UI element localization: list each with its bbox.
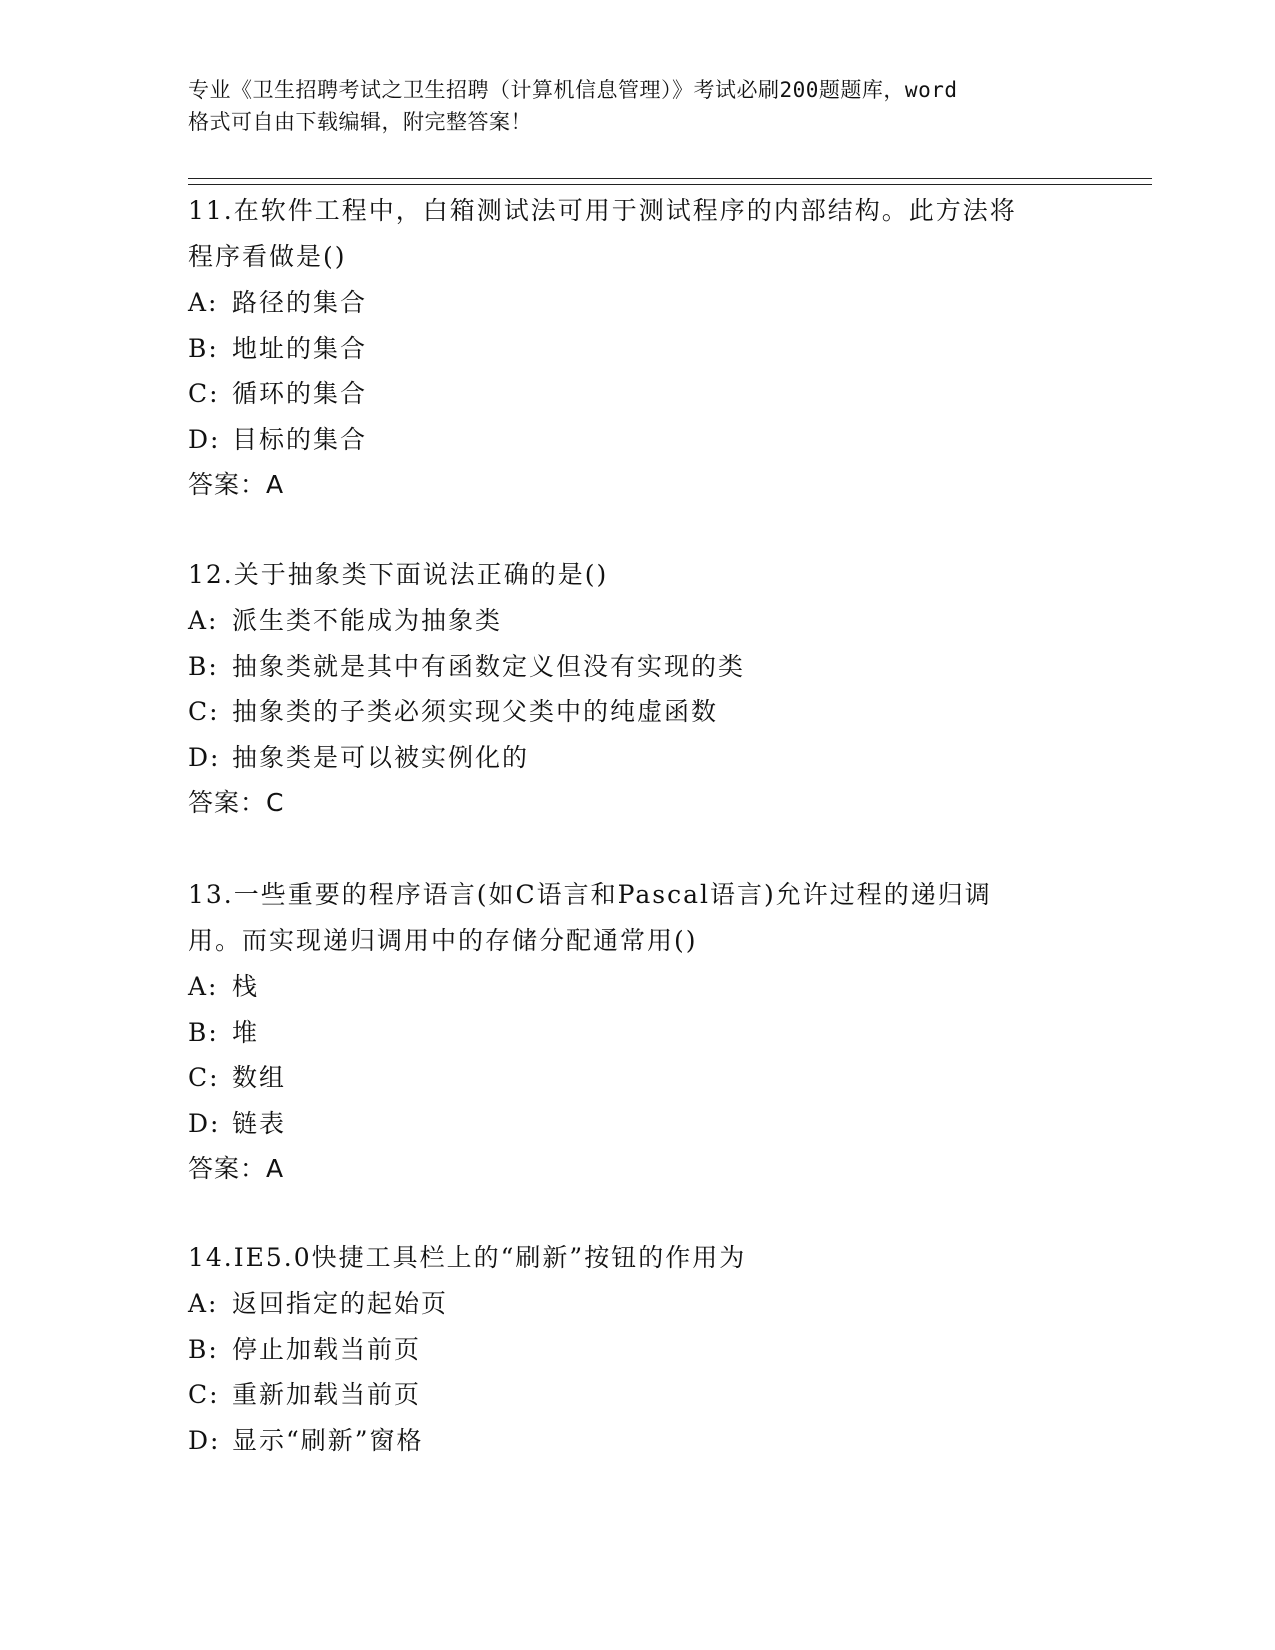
option-letter: B: — [188, 651, 219, 681]
option-text: 目标的集合 — [232, 424, 368, 454]
option-letter: A: — [188, 288, 219, 317]
option-text: 派生类不能成为抽象类 — [232, 606, 503, 635]
option-text: 返回指定的起始页 — [232, 1289, 449, 1318]
option-d — [188, 1101, 1088, 1147]
option-d — [188, 735, 1088, 781]
question-13 — [188, 872, 1088, 1192]
option-text: 链表 — [232, 1108, 287, 1138]
question-stem-line: 11.在软件工程中，白箱测试法可用于测试程序的内部结构。此方法将 — [188, 196, 1017, 225]
option-letter: A: — [188, 972, 219, 1001]
document-header — [188, 74, 1088, 138]
option-b — [188, 644, 1088, 690]
option-text: 抽象类就是其中有函数定义但没有实现的类 — [232, 651, 746, 681]
answer-line: 答案：A — [188, 1154, 285, 1183]
question-stem-line: 程序看做是() — [188, 242, 347, 271]
option-a — [188, 964, 1088, 1010]
header-title-line-1: 专业《卫生招聘考试之卫生招聘（计算机信息管理）》考试必刷200题题库，word — [188, 78, 958, 102]
question-stem-line: 14.IE5.0快捷工具栏上的“刷新”按钮的作用为 — [188, 1243, 747, 1272]
header-divider-bottom — [188, 184, 1152, 185]
option-b — [188, 1010, 1088, 1056]
question-stem-line: 12.关于抽象类下面说法正确的是() — [188, 560, 609, 589]
option-letter: C: — [188, 379, 220, 408]
option-a — [188, 598, 1088, 644]
option-letter: B: — [188, 333, 219, 363]
option-b — [188, 1327, 1088, 1373]
answer-line: 答案：C — [188, 788, 285, 817]
option-text: 堆 — [232, 1017, 260, 1047]
option-c — [188, 371, 1088, 417]
header-divider-top — [188, 178, 1152, 179]
option-letter: B: — [188, 1017, 219, 1047]
option-c — [188, 689, 1088, 735]
option-letter: D: — [188, 1108, 221, 1138]
option-letter: D: — [188, 1425, 221, 1455]
option-text: 抽象类是可以被实例化的 — [232, 742, 530, 772]
option-d — [188, 417, 1088, 463]
option-text: 循环的集合 — [232, 379, 368, 408]
option-text: 重新加载当前页 — [232, 1380, 422, 1409]
option-letter: A: — [188, 606, 219, 635]
option-letter: C: — [188, 1063, 220, 1092]
option-letter: B: — [188, 1334, 219, 1364]
question-stem-line: 13.一些重要的程序语言(如C语言和Pascal语言)允许过程的递归调 — [188, 880, 992, 909]
option-text: 抽象类的子类必须实现父类中的纯虚函数 — [232, 697, 719, 726]
option-b — [188, 326, 1088, 372]
option-d — [188, 1418, 1088, 1464]
option-text: 停止加载当前页 — [232, 1334, 422, 1364]
option-text: 路径的集合 — [232, 288, 368, 317]
option-letter: D: — [188, 742, 221, 772]
option-text: 数组 — [232, 1063, 287, 1092]
answer-line: 答案：A — [188, 470, 285, 499]
option-a — [188, 280, 1088, 326]
option-letter: C: — [188, 1380, 220, 1409]
option-c — [188, 1372, 1088, 1418]
option-a — [188, 1281, 1088, 1327]
option-text: 栈 — [232, 972, 260, 1001]
question-stem-line: 用。而实现递归调用中的存储分配通常用() — [188, 926, 698, 955]
option-text: 地址的集合 — [232, 333, 368, 363]
option-c — [188, 1055, 1088, 1101]
option-letter: D: — [188, 424, 221, 454]
header-title-line-2: 格式可自由下载编辑，附完整答案！ — [188, 110, 532, 134]
option-letter: A: — [188, 1289, 219, 1318]
option-letter: C: — [188, 697, 220, 726]
question-12 — [188, 552, 1088, 826]
question-14 — [188, 1235, 1088, 1463]
option-text: 显示“刷新”窗格 — [232, 1425, 424, 1455]
question-11 — [188, 188, 1088, 508]
